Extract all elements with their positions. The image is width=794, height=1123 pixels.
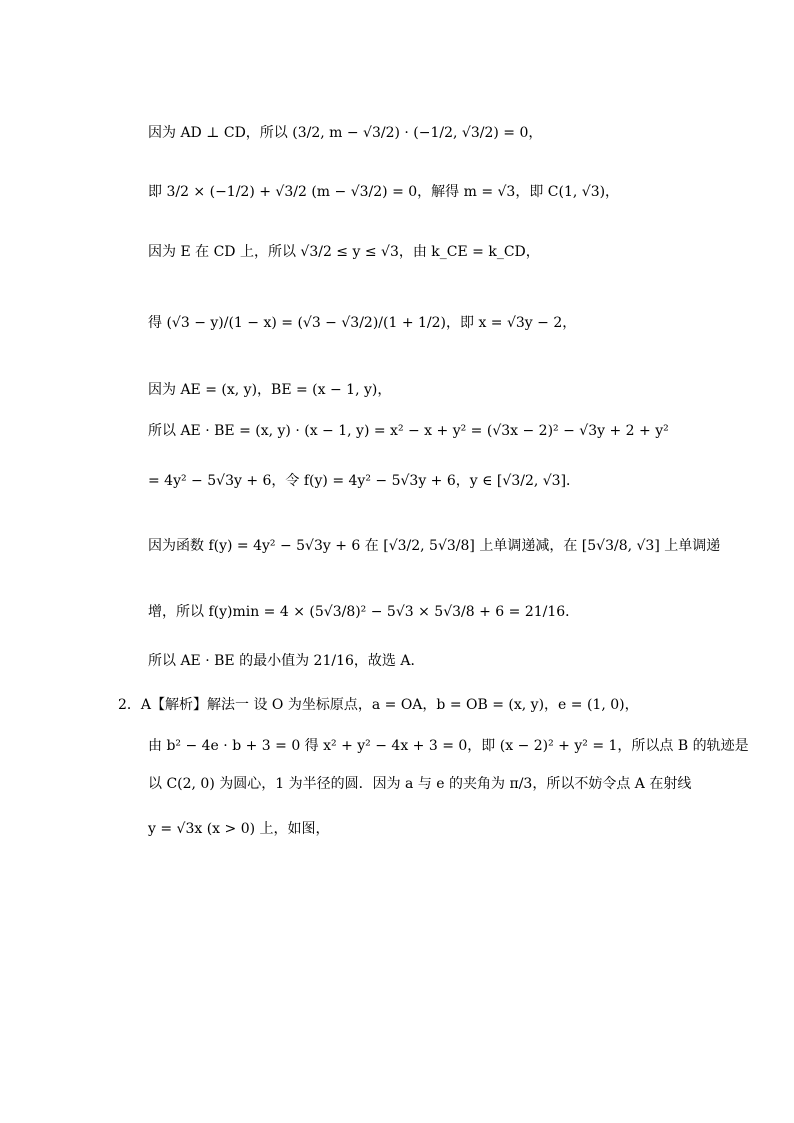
solution-line-1: 因为 AD ⊥ CD，所以 (3/2, m − √3/2) · (−1/2, √3/2) = 0， (148, 125, 543, 141)
solution-line-14: y = √3x (x > 0) 上，如图， (148, 821, 330, 837)
solution-line-7: = 4y² − 5√3y + 6，令 f(y) = 4y² − 5√3y + 6，y ∈ [√3/2, √3]． (148, 473, 581, 489)
solution-line-9: 增，所以 f(y)min = 4 × (5√3/8)² − 5√3 × 5√3/8 + 6 = 21/16． (148, 604, 580, 620)
solution-line-13: 以 C(2, 0) 为圆心，1 为半径的圆．因为 a 与 e 的夹角为 π/3，所以不妨令点 A 在射线 (148, 776, 692, 792)
solution-line-8: 因为函数 f(y) = 4y² − 5√3y + 6 在 [√3/2, 5√3/8] 上单调递减，在 [5√3/8, √3] 上单调递 (148, 538, 721, 554)
solution-line-10: 所以 AE · BE 的最小值为 21/16，故选 A． (148, 653, 425, 669)
solution-line-3: 因为 E 在 CD 上，所以 √3/2 ≤ y ≤ √3，由 k_CE = k_CD， (148, 244, 540, 260)
problem-2-heading: 2．A【解析】解法一 设 O 为坐标原点，a = OA，b = OB = (x, y)，e = (1, 0)， (118, 697, 639, 713)
solution-line-4: 得 (√3 − y)/(1 − x) = (√3 − √3/2)/(1 + 1/2)，即 x = √3y − 2， (148, 315, 577, 331)
solution-line-2: 即 3/2 × (−1/2) + √3/2 (m − √3/2) = 0，解得 m = √3，即 C(1, √3)， (148, 184, 620, 200)
solution-line-5: 因为 AE = (x, y)，BE = (x − 1, y)， (148, 382, 392, 398)
solution-line-12: 由 b² − 4e · b + 3 = 0 得 x² + y² − 4x + 3 = 0，即 (x − 2)² + y² = 1，所以点 B 的轨迹是 (148, 738, 749, 754)
solution-line-6: 所以 AE · BE = (x, y) · (x − 1, y) = x² − x + y² = (√3x − 2)² − √3y + 2 + y² (148, 423, 669, 439)
